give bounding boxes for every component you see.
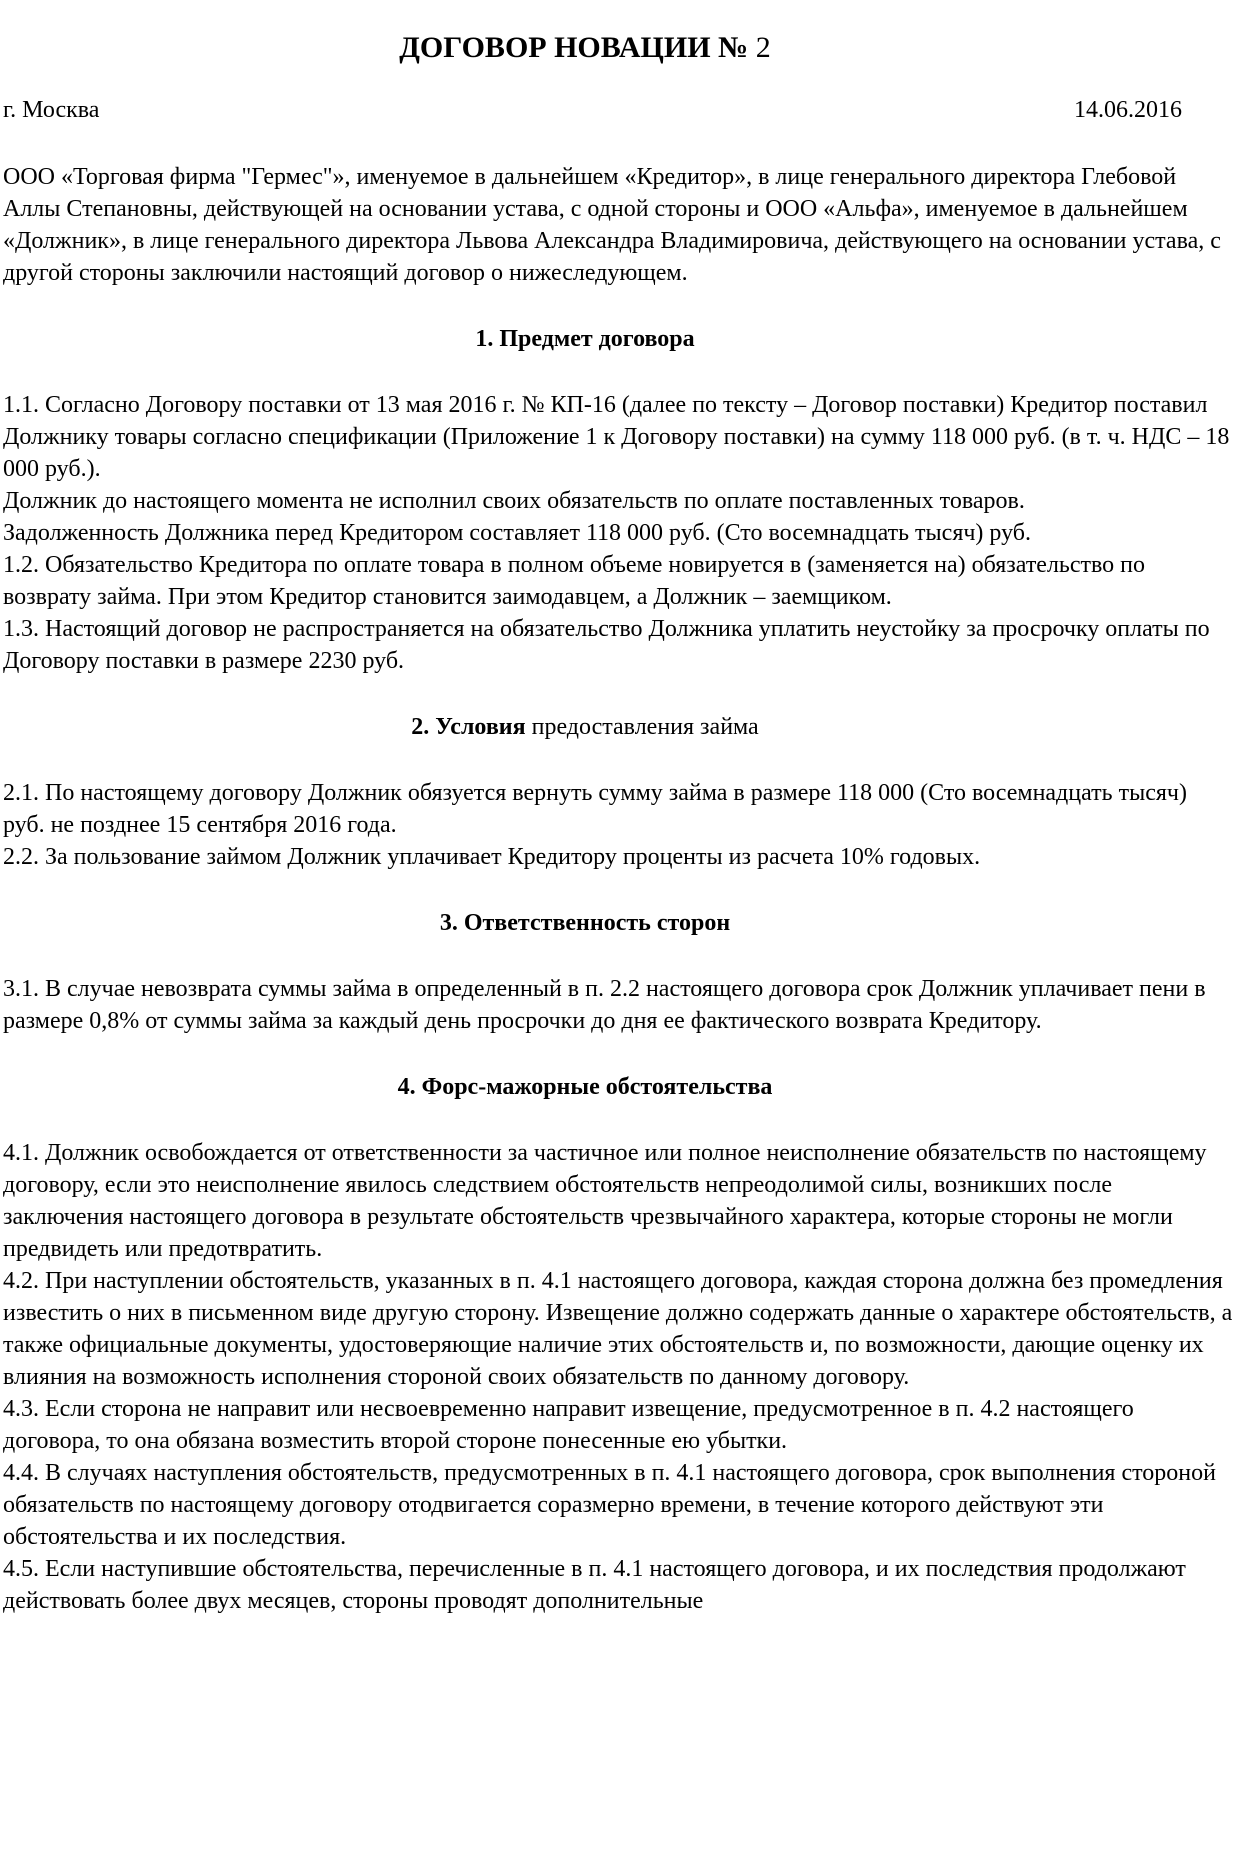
- contract-paragraph: 4.3. Если сторона не направит или несвоевременно направит извещение, предусмотренное в п. 4.2 настоящего договора, то она обязана возместить второй стороне понесенные ею убытки.: [3, 1396, 1134, 1454]
- document-title-number: 2: [755, 31, 771, 64]
- contract-paragraph: Задолженность Должника перед Кредитором составляет 118 000 руб. (Сто восемнадцать тысяч) руб.: [3, 520, 1031, 546]
- document-title-text: ДОГОВОР НОВАЦИИ №: [399, 31, 756, 64]
- section-heading-1: [3, 323, 1167, 355]
- document-date: 14.06.2016: [1074, 97, 1182, 123]
- contract-paragraph: 1.1. Согласно Договору поставки от 13 мая 2016 г. № КП-16 (далее по тексту – Договор поставки) Кредитор поставил Должнику товары согласно спецификации (Приложение 1 к Договору поставки) на сумму 118 000 руб. (в т. ч. НДС – 18 000 руб.).: [3, 392, 1230, 482]
- contract-paragraph: 2.1. По настоящему договору Должник обязуется вернуть сумму займа в размере 118 000 (Сто восемнадцать тысяч) руб. не позднее 15 сентября 2016 года.: [3, 780, 1187, 838]
- dateline: [3, 94, 1182, 126]
- contract-paragraph: 4.1. Должник освобождается от ответственности за частичное или полное неисполнение обязательств по настоящему договору, если это неисполнение явилось следствием обстоятельств непреодолимой силы, возникших после заключения настоящего договора в результате обстоятельств чрезвычайного характера, которые стороны не могли предвидеть или предотвратить.: [3, 1140, 1207, 1262]
- contract-paragraph: 4.5. Если наступившие обстоятельства, перечисленные в п. 4.1 настоящего договора, и их последствия продолжают действовать более двух месяцев, стороны проводят дополнительные: [3, 1556, 1186, 1614]
- contract-paragraph: 1.2. Обязательство Кредитора по оплате товара в полном объеме новируется в (заменяется на) обязательство по возврату займа. При этом Кредитор становится заимодавцем, а Должник – заемщиком.: [3, 552, 1146, 610]
- contract-paragraph: Должник до настоящего момента не исполнил своих обязательств по оплате поставленных товаров.: [3, 488, 1025, 514]
- section-heading-2: [3, 711, 1167, 743]
- section-heading-regular-text: предоставления займа: [525, 714, 759, 740]
- contract-paragraph: 4.2. При наступлении обстоятельств, указанных в п. 4.1 настоящего договора, каждая сторона должна без промедления известить о них в письменном виде другую сторону. Извещение должно содержать данные о характере обстоятельств, а также официальные документы, удостоверяющие наличие этих обстоятельств и, по возможности, дающие оценку их влияния на возможность исполнения стороной своих обязательств по данному договору.: [3, 1268, 1233, 1390]
- section-heading-4: [3, 1071, 1167, 1103]
- contract-paragraph: 2.2. За пользование займом Должник уплачивает Кредитору проценты из расчета 10% годовых.: [3, 844, 981, 870]
- document-city: г. Москва: [3, 97, 100, 123]
- section-heading-bold-text: 4. Форс-мажорные обстоятельства: [397, 1074, 773, 1100]
- contract-paragraph: 3.1. В случае невозврата суммы займа в определенный в п. 2.2 настоящего договора срок Должник уплачивает пени в размере 0,8% от суммы займа за каждый день просрочки до дня ее фактического возврата Кредитору.: [3, 976, 1206, 1034]
- section-heading-bold-text: 1. Предмет договора: [475, 326, 695, 352]
- document-title: [3, 28, 1167, 68]
- section-heading-bold-text: 3. Ответственность сторон: [439, 910, 731, 936]
- section-heading-bold-text: 2. Условия: [411, 714, 526, 740]
- contract-paragraph: 1.3. Настоящий договор не распространяется на обязательство Должника уплатить неустойку за просрочку оплаты по Договору поставки в размере 2230 руб.: [3, 616, 1210, 674]
- contract-body: [3, 323, 1233, 1617]
- intro-paragraph: ООО «Торговая фирма "Гермес"», именуемое в дальнейшем «Кредитор», в лице генерального директора Глебовой Аллы Степановны, действующей на основании устава, с одной стороны и ООО «Альфа», именуемое в дальнейшем «Должник», в лице генерального директора Львова Александра Владимировича, действующего на основании устава, с другой стороны заключили настоящий договор о нижеследующем.: [3, 164, 1221, 286]
- contract-paragraph: 4.4. В случаях наступления обстоятельств, предусмотренных в п. 4.1 настоящего договора, срок выполнения стороной обязательств по настоящему договору отодвигается соразмерно времени, в течение которого действуют эти обстоятельства и их последствия.: [3, 1460, 1216, 1550]
- section-heading-3: [3, 907, 1167, 939]
